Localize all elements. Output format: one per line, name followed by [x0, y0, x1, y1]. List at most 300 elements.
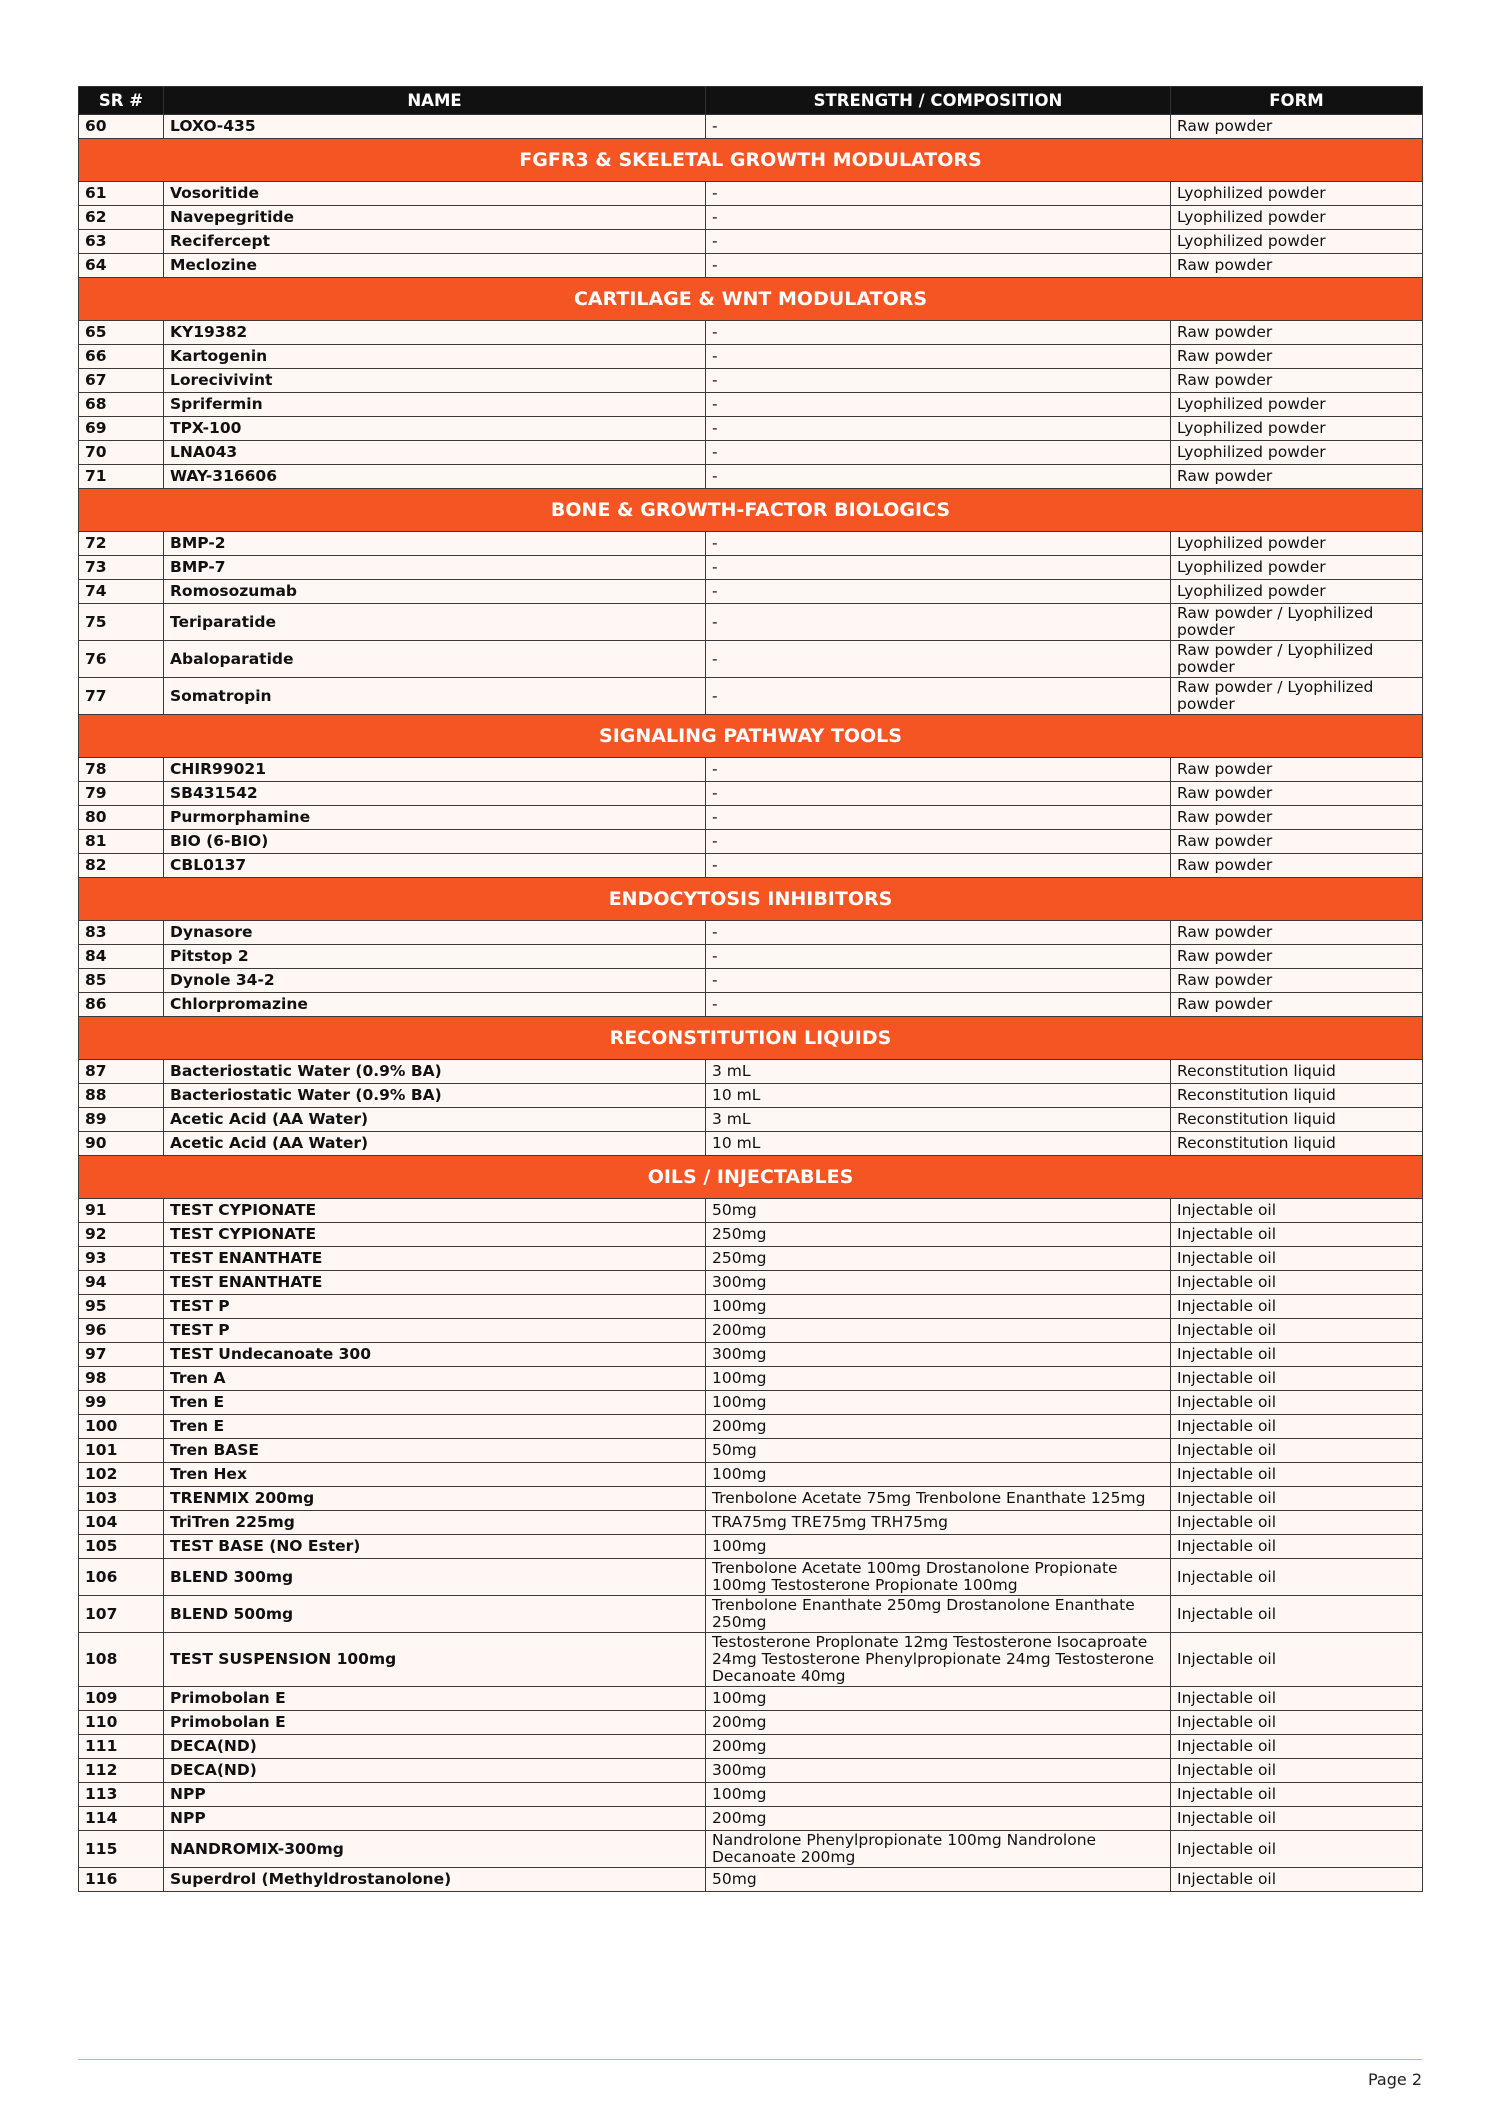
cell-sr: 63	[79, 230, 164, 254]
cell-form: Lyophilized powder	[1171, 580, 1423, 604]
table-row	[79, 369, 1423, 393]
cell-strength: 100mg	[706, 1367, 1171, 1391]
table-row	[79, 854, 1423, 878]
table-row	[79, 1687, 1423, 1711]
cell-sr: 82	[79, 854, 164, 878]
table-row	[79, 1108, 1423, 1132]
cell-strength: -	[706, 945, 1171, 969]
cell-strength: Nandrolone Phenylpropionate 100mg Nandrolone Decanoate 200mg	[706, 1831, 1171, 1868]
header-sr: SR #	[79, 87, 164, 115]
cell-sr: 71	[79, 465, 164, 489]
cell-strength: 100mg	[706, 1463, 1171, 1487]
cell-form: Lyophilized powder	[1171, 556, 1423, 580]
footer-rule	[78, 2059, 1422, 2060]
cell-form: Injectable oil	[1171, 1487, 1423, 1511]
cell-form: Injectable oil	[1171, 1247, 1423, 1271]
cell-name: SB431542	[164, 782, 706, 806]
cell-form: Raw powder	[1171, 830, 1423, 854]
cell-name: Purmorphamine	[164, 806, 706, 830]
cell-form: Injectable oil	[1171, 1343, 1423, 1367]
cell-strength: 200mg	[706, 1711, 1171, 1735]
table-row	[79, 1783, 1423, 1807]
cell-name: Meclozine	[164, 254, 706, 278]
table-row	[79, 830, 1423, 854]
cell-strength: 250mg	[706, 1247, 1171, 1271]
table-row	[79, 678, 1423, 715]
cell-form: Raw powder	[1171, 465, 1423, 489]
table-row	[79, 1343, 1423, 1367]
cell-name: Navepegritide	[164, 206, 706, 230]
cell-sr: 113	[79, 1783, 164, 1807]
cell-strength: 300mg	[706, 1271, 1171, 1295]
cell-name: WAY-316606	[164, 465, 706, 489]
cell-strength: -	[706, 830, 1171, 854]
cell-sr: 91	[79, 1199, 164, 1223]
cell-sr: 76	[79, 641, 164, 678]
cell-name: BMP-7	[164, 556, 706, 580]
cell-name: LOXO-435	[164, 115, 706, 139]
table-row	[79, 393, 1423, 417]
cell-strength: -	[706, 345, 1171, 369]
cell-strength: -	[706, 806, 1171, 830]
table-row	[79, 641, 1423, 678]
cell-form: Lyophilized powder	[1171, 230, 1423, 254]
table-row	[79, 1060, 1423, 1084]
table-row	[79, 532, 1423, 556]
cell-name: Romosozumab	[164, 580, 706, 604]
cell-strength: 200mg	[706, 1319, 1171, 1343]
table-row	[79, 1487, 1423, 1511]
cell-name: TEST P	[164, 1319, 706, 1343]
cell-name: TPX-100	[164, 417, 706, 441]
section-title: OILS / INJECTABLES	[79, 1156, 1423, 1199]
table-row	[79, 1831, 1423, 1868]
cell-sr: 62	[79, 206, 164, 230]
cell-form: Raw powder	[1171, 945, 1423, 969]
cell-strength: -	[706, 417, 1171, 441]
cell-name: Superdrol (Methyldrostanolone)	[164, 1868, 706, 1892]
cell-name: Primobolan E	[164, 1687, 706, 1711]
table-row	[79, 1735, 1423, 1759]
section-title: SIGNALING PATHWAY TOOLS	[79, 715, 1423, 758]
cell-form: Injectable oil	[1171, 1415, 1423, 1439]
cell-sr: 61	[79, 182, 164, 206]
cell-strength: 200mg	[706, 1735, 1171, 1759]
cell-form: Injectable oil	[1171, 1391, 1423, 1415]
section-title: ENDOCYTOSIS INHIBITORS	[79, 878, 1423, 921]
cell-form: Lyophilized powder	[1171, 417, 1423, 441]
cell-sr: 105	[79, 1535, 164, 1559]
cell-sr: 77	[79, 678, 164, 715]
cell-name: Tren Hex	[164, 1463, 706, 1487]
cell-sr: 64	[79, 254, 164, 278]
cell-sr: 112	[79, 1759, 164, 1783]
table-row	[79, 206, 1423, 230]
cell-sr: 100	[79, 1415, 164, 1439]
cell-sr: 73	[79, 556, 164, 580]
table-row	[79, 1391, 1423, 1415]
cell-strength: Testosterone Proplonate 12mg Testosterone Isocaproate 24mg Testosterone Phenylpropionate 24mg Testosterone Decanoate 40mg	[706, 1633, 1171, 1687]
cell-form: Injectable oil	[1171, 1831, 1423, 1868]
cell-name: Primobolan E	[164, 1711, 706, 1735]
cell-strength: 200mg	[706, 1807, 1171, 1831]
cell-sr: 78	[79, 758, 164, 782]
cell-sr: 87	[79, 1060, 164, 1084]
table-row	[79, 1271, 1423, 1295]
cell-sr: 110	[79, 1711, 164, 1735]
table-row	[79, 1463, 1423, 1487]
cell-sr: 88	[79, 1084, 164, 1108]
table-row	[79, 580, 1423, 604]
table-row	[79, 1223, 1423, 1247]
cell-name: NPP	[164, 1807, 706, 1831]
cell-name: KY19382	[164, 321, 706, 345]
cell-form: Injectable oil	[1171, 1711, 1423, 1735]
cell-name: Bacteriostatic Water (0.9% BA)	[164, 1084, 706, 1108]
cell-strength: -	[706, 641, 1171, 678]
cell-sr: 114	[79, 1807, 164, 1831]
cell-name: Teriparatide	[164, 604, 706, 641]
cell-name: TriTren 225mg	[164, 1511, 706, 1535]
cell-name: BLEND 500mg	[164, 1596, 706, 1633]
cell-name: Abaloparatide	[164, 641, 706, 678]
cell-name: Bacteriostatic Water (0.9% BA)	[164, 1060, 706, 1084]
header-form: FORM	[1171, 87, 1423, 115]
cell-strength: 50mg	[706, 1199, 1171, 1223]
cell-form: Lyophilized powder	[1171, 532, 1423, 556]
cell-form: Raw powder	[1171, 321, 1423, 345]
header-row	[79, 87, 1423, 115]
cell-form: Raw powder	[1171, 782, 1423, 806]
table-row	[79, 441, 1423, 465]
cell-form: Raw powder	[1171, 969, 1423, 993]
cell-sr: 96	[79, 1319, 164, 1343]
cell-name: NPP	[164, 1783, 706, 1807]
cell-sr: 81	[79, 830, 164, 854]
table-header	[79, 87, 1423, 115]
cell-strength: 250mg	[706, 1223, 1171, 1247]
cell-sr: 116	[79, 1868, 164, 1892]
cell-sr: 72	[79, 532, 164, 556]
cell-strength: -	[706, 369, 1171, 393]
table-row	[79, 1711, 1423, 1735]
page-number: Page 2	[1368, 2070, 1422, 2089]
table-row	[79, 1633, 1423, 1687]
cell-sr: 108	[79, 1633, 164, 1687]
cell-form: Reconstitution liquid	[1171, 1132, 1423, 1156]
cell-sr: 101	[79, 1439, 164, 1463]
cell-sr: 74	[79, 580, 164, 604]
cell-sr: 79	[79, 782, 164, 806]
cell-name: DECA(ND)	[164, 1735, 706, 1759]
cell-name: BMP-2	[164, 532, 706, 556]
table-row	[79, 806, 1423, 830]
cell-name: Acetic Acid (AA Water)	[164, 1108, 706, 1132]
table-row	[79, 1868, 1423, 1892]
cell-strength: -	[706, 993, 1171, 1017]
cell-name: Tren E	[164, 1415, 706, 1439]
cell-form: Raw powder	[1171, 115, 1423, 139]
cell-name: NANDROMIX-300mg	[164, 1831, 706, 1868]
cell-form: Raw powder	[1171, 806, 1423, 830]
table-row	[79, 417, 1423, 441]
cell-sr: 93	[79, 1247, 164, 1271]
cell-strength: Trenbolone Enanthate 250mg Drostanolone Enanthate 250mg	[706, 1596, 1171, 1633]
cell-name: TEST BASE (NO Ester)	[164, 1535, 706, 1559]
section-header-row	[79, 139, 1423, 182]
cell-form: Raw powder	[1171, 993, 1423, 1017]
cell-sr: 99	[79, 1391, 164, 1415]
cell-strength: -	[706, 321, 1171, 345]
cell-sr: 70	[79, 441, 164, 465]
cell-strength: 100mg	[706, 1295, 1171, 1319]
table-row	[79, 1295, 1423, 1319]
table-row	[79, 1559, 1423, 1596]
table-row	[79, 321, 1423, 345]
section-header-row	[79, 1156, 1423, 1199]
cell-sr: 68	[79, 393, 164, 417]
table-row	[79, 782, 1423, 806]
cell-form: Injectable oil	[1171, 1463, 1423, 1487]
cell-strength: 100mg	[706, 1535, 1171, 1559]
cell-form: Reconstitution liquid	[1171, 1108, 1423, 1132]
cell-name: TEST P	[164, 1295, 706, 1319]
table-row	[79, 182, 1423, 206]
cell-name: TEST CYPIONATE	[164, 1223, 706, 1247]
cell-strength: -	[706, 254, 1171, 278]
cell-strength: 100mg	[706, 1391, 1171, 1415]
table-row	[79, 1807, 1423, 1831]
cell-sr: 94	[79, 1271, 164, 1295]
cell-strength: -	[706, 465, 1171, 489]
table-row	[79, 1132, 1423, 1156]
cell-form: Injectable oil	[1171, 1596, 1423, 1633]
cell-strength: -	[706, 182, 1171, 206]
cell-form: Raw powder	[1171, 254, 1423, 278]
cell-strength: 300mg	[706, 1343, 1171, 1367]
header-strength: STRENGTH / COMPOSITION	[706, 87, 1171, 115]
table-row	[79, 758, 1423, 782]
cell-strength: 50mg	[706, 1868, 1171, 1892]
cell-form: Injectable oil	[1171, 1295, 1423, 1319]
cell-form: Lyophilized powder	[1171, 393, 1423, 417]
cell-name: Recifercept	[164, 230, 706, 254]
cell-strength: 300mg	[706, 1759, 1171, 1783]
cell-strength: -	[706, 604, 1171, 641]
cell-name: Tren E	[164, 1391, 706, 1415]
cell-strength: -	[706, 969, 1171, 993]
table-row	[79, 945, 1423, 969]
cell-form: Injectable oil	[1171, 1535, 1423, 1559]
cell-form: Injectable oil	[1171, 1783, 1423, 1807]
cell-strength: -	[706, 206, 1171, 230]
table-row	[79, 1247, 1423, 1271]
table-row	[79, 1759, 1423, 1783]
cell-name: BLEND 300mg	[164, 1559, 706, 1596]
table-row	[79, 1084, 1423, 1108]
cell-strength: 10 mL	[706, 1132, 1171, 1156]
section-title: FGFR3 & SKELETAL GROWTH MODULATORS	[79, 139, 1423, 182]
cell-strength: -	[706, 854, 1171, 878]
cell-name: DECA(ND)	[164, 1759, 706, 1783]
section-title: BONE & GROWTH-FACTOR BIOLOGICS	[79, 489, 1423, 532]
table-row	[79, 345, 1423, 369]
cell-form: Raw powder / Lyophilized powder	[1171, 641, 1423, 678]
cell-name: LNA043	[164, 441, 706, 465]
cell-form: Reconstitution liquid	[1171, 1060, 1423, 1084]
table-row	[79, 993, 1423, 1017]
cell-form: Injectable oil	[1171, 1807, 1423, 1831]
cell-sr: 80	[79, 806, 164, 830]
cell-strength: -	[706, 556, 1171, 580]
cell-strength: -	[706, 758, 1171, 782]
cell-name: Tren A	[164, 1367, 706, 1391]
cell-form: Raw powder	[1171, 758, 1423, 782]
cell-name: Somatropin	[164, 678, 706, 715]
cell-sr: 89	[79, 1108, 164, 1132]
cell-sr: 60	[79, 115, 164, 139]
cell-form: Injectable oil	[1171, 1559, 1423, 1596]
cell-name: TEST CYPIONATE	[164, 1199, 706, 1223]
cell-name: BIO (6-BIO)	[164, 830, 706, 854]
cell-sr: 92	[79, 1223, 164, 1247]
cell-name: Dynole 34-2	[164, 969, 706, 993]
cell-sr: 98	[79, 1367, 164, 1391]
table-row	[79, 115, 1423, 139]
cell-form: Raw powder	[1171, 369, 1423, 393]
cell-form: Raw powder / Lyophilized powder	[1171, 604, 1423, 641]
cell-sr: 95	[79, 1295, 164, 1319]
cell-form: Injectable oil	[1171, 1271, 1423, 1295]
cell-strength: -	[706, 441, 1171, 465]
cell-name: Sprifermin	[164, 393, 706, 417]
cell-sr: 83	[79, 921, 164, 945]
cell-name: Tren BASE	[164, 1439, 706, 1463]
section-header-row	[79, 1017, 1423, 1060]
section-header-row	[79, 878, 1423, 921]
cell-sr: 85	[79, 969, 164, 993]
table-row	[79, 1535, 1423, 1559]
cell-name: TRENMIX 200mg	[164, 1487, 706, 1511]
cell-form: Injectable oil	[1171, 1735, 1423, 1759]
cell-sr: 69	[79, 417, 164, 441]
cell-strength: 3 mL	[706, 1108, 1171, 1132]
section-header-row	[79, 489, 1423, 532]
cell-sr: 109	[79, 1687, 164, 1711]
section-title: RECONSTITUTION LIQUIDS	[79, 1017, 1423, 1060]
section-header-row	[79, 278, 1423, 321]
cell-sr: 102	[79, 1463, 164, 1487]
cell-form: Raw powder / Lyophilized powder	[1171, 678, 1423, 715]
table-body	[79, 115, 1423, 1892]
cell-name: Chlorpromazine	[164, 993, 706, 1017]
table-row	[79, 230, 1423, 254]
cell-sr: 103	[79, 1487, 164, 1511]
cell-name: TEST Undecanoate 300	[164, 1343, 706, 1367]
table-row	[79, 1439, 1423, 1463]
cell-name: Acetic Acid (AA Water)	[164, 1132, 706, 1156]
table-row	[79, 254, 1423, 278]
cell-strength: -	[706, 782, 1171, 806]
cell-name: CHIR99021	[164, 758, 706, 782]
cell-form: Injectable oil	[1171, 1439, 1423, 1463]
cell-name: Dynasore	[164, 921, 706, 945]
cell-name: TEST ENANTHATE	[164, 1271, 706, 1295]
section-header-row	[79, 715, 1423, 758]
cell-sr: 66	[79, 345, 164, 369]
cell-sr: 90	[79, 1132, 164, 1156]
cell-form: Injectable oil	[1171, 1223, 1423, 1247]
cell-sr: 107	[79, 1596, 164, 1633]
cell-form: Lyophilized powder	[1171, 206, 1423, 230]
table-row	[79, 1367, 1423, 1391]
cell-form: Raw powder	[1171, 921, 1423, 945]
cell-strength: 100mg	[706, 1687, 1171, 1711]
cell-name: TEST SUSPENSION 100mg	[164, 1633, 706, 1687]
cell-form: Injectable oil	[1171, 1319, 1423, 1343]
cell-form: Injectable oil	[1171, 1511, 1423, 1535]
cell-strength: -	[706, 921, 1171, 945]
cell-strength: 3 mL	[706, 1060, 1171, 1084]
table-row	[79, 604, 1423, 641]
cell-strength: -	[706, 532, 1171, 556]
table-row	[79, 1596, 1423, 1633]
cell-strength: -	[706, 115, 1171, 139]
cell-sr: 75	[79, 604, 164, 641]
cell-strength: Trenbolone Acetate 75mg Trenbolone Enanthate 125mg	[706, 1487, 1171, 1511]
cell-strength: 100mg	[706, 1783, 1171, 1807]
cell-name: Kartogenin	[164, 345, 706, 369]
cell-sr: 65	[79, 321, 164, 345]
cell-sr: 97	[79, 1343, 164, 1367]
table-row	[79, 1511, 1423, 1535]
table-row	[79, 1319, 1423, 1343]
table-row	[79, 969, 1423, 993]
cell-strength: 50mg	[706, 1439, 1171, 1463]
cell-form: Injectable oil	[1171, 1687, 1423, 1711]
cell-sr: 104	[79, 1511, 164, 1535]
cell-sr: 67	[79, 369, 164, 393]
cell-name: Lorecivivint	[164, 369, 706, 393]
cell-form: Injectable oil	[1171, 1633, 1423, 1687]
cell-name: Pitstop 2	[164, 945, 706, 969]
cell-form: Lyophilized powder	[1171, 182, 1423, 206]
cell-strength: -	[706, 678, 1171, 715]
header-name: NAME	[164, 87, 706, 115]
cell-strength: -	[706, 230, 1171, 254]
table-row	[79, 1199, 1423, 1223]
cell-form: Injectable oil	[1171, 1759, 1423, 1783]
cell-sr: 84	[79, 945, 164, 969]
cell-form: Injectable oil	[1171, 1367, 1423, 1391]
section-title: CARTILAGE & WNT MODULATORS	[79, 278, 1423, 321]
cell-form: Injectable oil	[1171, 1868, 1423, 1892]
cell-form: Lyophilized powder	[1171, 441, 1423, 465]
cell-form: Reconstitution liquid	[1171, 1084, 1423, 1108]
cell-form: Raw powder	[1171, 345, 1423, 369]
cell-strength: -	[706, 393, 1171, 417]
cell-sr: 106	[79, 1559, 164, 1596]
cell-sr: 111	[79, 1735, 164, 1759]
cell-sr: 86	[79, 993, 164, 1017]
cell-strength: 200mg	[706, 1415, 1171, 1439]
product-table	[78, 86, 1423, 1892]
cell-strength: -	[706, 580, 1171, 604]
cell-form: Raw powder	[1171, 854, 1423, 878]
cell-strength: TRA75mg TRE75mg TRH75mg	[706, 1511, 1171, 1535]
table-row	[79, 921, 1423, 945]
cell-strength: Trenbolone Acetate 100mg Drostanolone Propionate 100mg Testosterone Propionate 100mg	[706, 1559, 1171, 1596]
